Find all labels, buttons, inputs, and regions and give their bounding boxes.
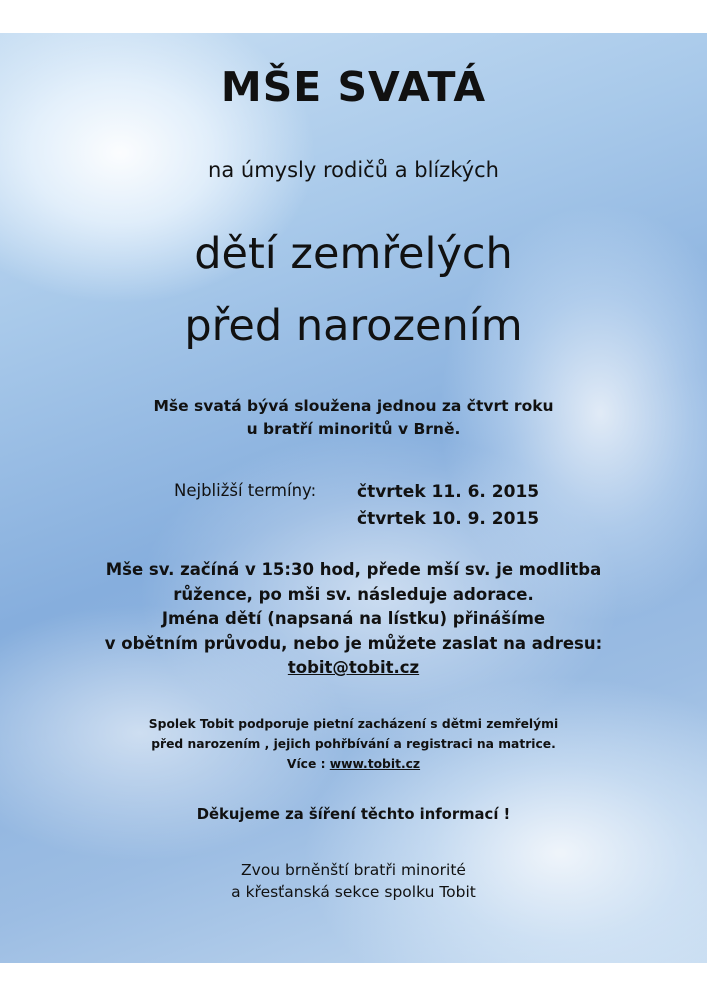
mass-info-start: Mše sv. začíná bbox=[105, 560, 245, 579]
tobit-info-line-1: Spolek Tobit podporuje pietní zacházení s dětmi zemřelými bbox=[148, 717, 559, 731]
footer-line-1: Zvou brněnští bratři minorité bbox=[241, 861, 466, 879]
sky-background bbox=[0, 33, 707, 963]
terms-dates bbox=[357, 479, 539, 533]
email-link[interactable]: tobit@tobit.cz bbox=[287, 658, 420, 677]
mass-info-line-4: v obětním průvodu, nebo je můžete zaslat na adresu: bbox=[104, 633, 603, 653]
tobit-info bbox=[0, 714, 707, 774]
schedule-note-line-2: u bratří minoritů v Brně. bbox=[246, 420, 461, 438]
poster-title: MŠE SVATÁ bbox=[220, 63, 487, 111]
website-link[interactable]: www.tobit.cz bbox=[329, 757, 421, 771]
mass-time: v 15:30 hod bbox=[244, 560, 355, 579]
term-date-1: čtvrtek 11. 6. 2015 bbox=[357, 482, 540, 502]
mass-info-line-1 bbox=[0, 558, 707, 583]
mass-info-line-2: růžence, po mši sv. následuje adorace. bbox=[173, 584, 534, 604]
footer-invitation bbox=[0, 859, 707, 903]
thanks-text: Děkujeme za šíření těchto informací ! bbox=[196, 806, 511, 823]
footer-line-2: a křesťanská sekce spolku Tobit bbox=[231, 883, 476, 901]
tobit-info-line-3 bbox=[0, 754, 707, 774]
mass-info-line-3: Jména dětí (napsaná na lístku) přinášíme bbox=[161, 609, 546, 628]
poster-content bbox=[0, 33, 707, 963]
schedule-note-line-1: Mše svatá bývá sloužena jednou za čtvrt roku bbox=[153, 397, 554, 415]
more-label: Více : bbox=[286, 757, 330, 771]
mass-info-rest: , přede mší sv. je modlitba bbox=[354, 560, 602, 579]
mass-info bbox=[0, 558, 707, 681]
schedule-note bbox=[0, 395, 707, 441]
terms-label: Nejbližší termíny: bbox=[174, 481, 317, 500]
headline-line-1: dětí zemřelých bbox=[194, 229, 513, 279]
term-date-2: čtvrtek 10. 9. 2015 bbox=[357, 509, 540, 529]
tobit-info-line-2: před narozením , jejich pohřbívání a registraci na matrice. bbox=[151, 737, 556, 751]
poster-subtitle: na úmysly rodičů a blízkých bbox=[208, 158, 499, 182]
headline-line-2: před narozením bbox=[184, 301, 523, 351]
